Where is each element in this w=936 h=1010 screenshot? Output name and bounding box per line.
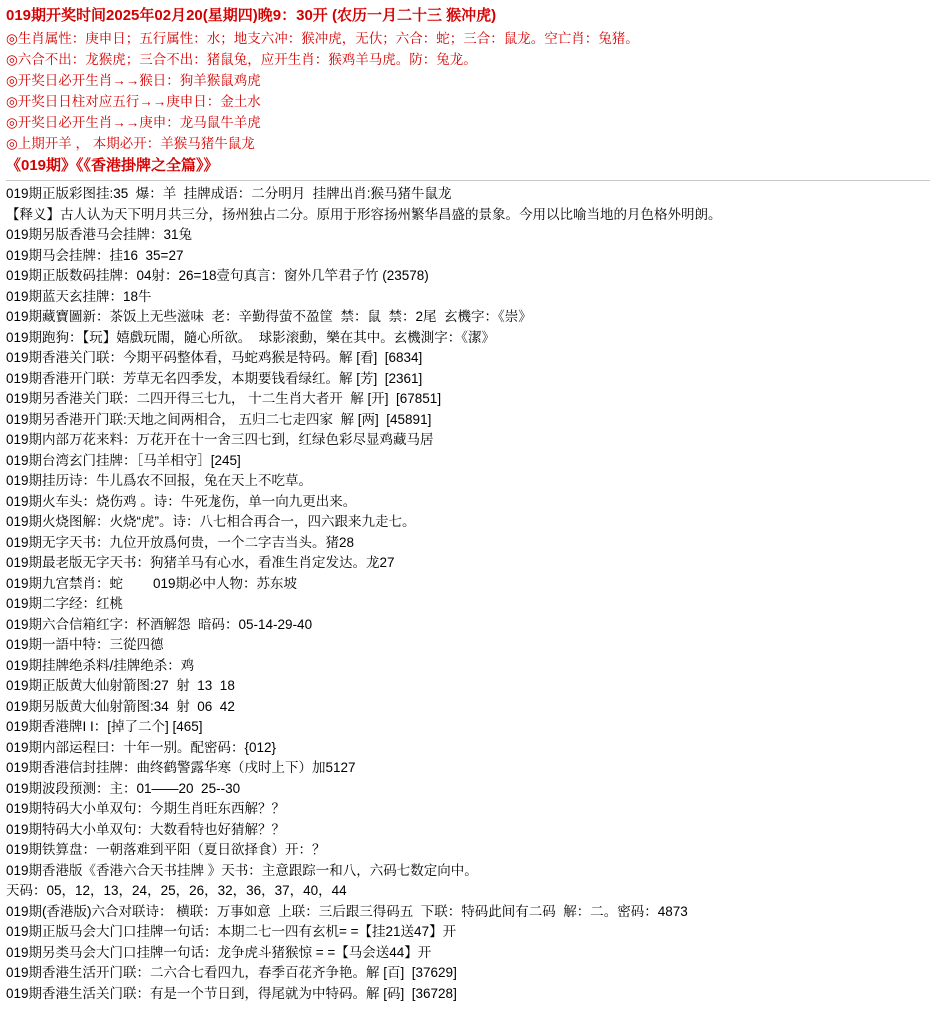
list-item: 019期内部万花来料：万花开在十一舍三四七到，红绿色彩尽显鸡藏马居	[6, 432, 434, 447]
list-item: 019期无字天书：九位开放爲何贵，一个二字吉当头。猪28	[6, 534, 355, 550]
list-item: 019期特码大小单双句：大数看特也好猜解？？	[6, 821, 286, 837]
list-item: 019期一語中特：三從四德	[6, 637, 164, 652]
list-item: 019期另类马会大门口挂牌一句话：龙争虎斗猪猴惊 = =【马会送44】开	[6, 944, 432, 960]
list-item: 019期跑狗：【玩】嬉戲玩閙，隨心所欲。 球影滚動，樂在其中。玄機測字：《潔》	[6, 329, 496, 345]
header-line-previous-period: ◎上期开羊 ， 本期必开：羊猴马猪牛鼠龙	[6, 136, 255, 151]
list-item: 019期香港版《香港六合天书挂牌 》天书：主意跟踪一和八，六码七数定向中。	[6, 862, 478, 878]
header-line-exclusions: ◎六合不出：龙猴虎；三合不出：猪鼠兔，应开生肖：猴鸡羊马虎。防：兔龙。	[6, 52, 477, 67]
list-item: 019期藏寶圖新：茶饭上无些滋味 老：辛勤得萤不盈筐 禁：鼠 禁：2尾 玄機字：《崇》	[6, 309, 532, 324]
list-item: 019期正版彩图挂:35 爆：羊 挂牌成语：二分明月 挂牌出肖:猴马猪牛鼠龙	[6, 186, 452, 201]
list-item: 019期二字经：红桃	[6, 596, 124, 611]
list-item: 019期火烧图解：火烧“虎”。诗：八七相合再合一，四六跟来九走七。	[6, 514, 416, 529]
list-item: 019期最老版无字天书：狗猪羊马有心水，看准生肖定发达。龙27	[6, 555, 395, 570]
list-item: 019期挂牌绝杀料/挂牌绝杀：鸡	[6, 657, 195, 673]
list-item: 019期正版黄大仙射箭图:27 射 13 18	[6, 678, 235, 693]
list-item: 019期香港信封挂牌：曲终鹤警露华寒（戌时上下）加5127	[6, 760, 356, 775]
header-red-lines	[6, 28, 930, 154]
list-item: 019期特码大小单双句：今期生肖旺东西解？？	[6, 801, 286, 816]
list-item: 019期(香港版)六合对联诗： 横联：万事如意 上联：三后跟三得码五 下联：特码此间有二码 解：二。密码：4873	[6, 903, 688, 919]
header-line-five-elements: ◎开奖日日柱对应五行→→庚申日：金土水	[6, 94, 261, 109]
list-item: 019期火车头：烧伤鸡 。诗：牛死尨伤，单一向九更出来。	[6, 493, 357, 509]
list-item: 【释义】古人认为天下明月共三分，扬州独占二分。原用于形容扬州繁华昌盛的景象。今用以比喻当地的月色格外明朗。	[6, 206, 722, 222]
list-item: 019期台湾玄门挂牌：［马羊相守］[245]	[6, 452, 241, 468]
content-list	[6, 184, 930, 1004]
list-item: 天码：05，12，13，24，25，26，32，36，37，40，44	[6, 883, 347, 898]
list-item: 019期波段预测：主：01——20 25--30	[6, 780, 241, 796]
page-title: 019期开奖时间2025年02月20(星期四)晚9：30开 (农历一月二十三 猴冲虎)	[6, 7, 497, 24]
divider	[6, 180, 930, 181]
list-item: 019期香港开门联：芳草无名四季发，本期要钱看绿红。解 [芳] [2361]	[6, 370, 423, 386]
list-item: 019期香港生活开门联：二六合七看四九，春季百花齐争艳。解 [百] [37629]	[6, 965, 457, 980]
list-item: 019期内部运程曰：十年一别。配密码：{012}	[6, 739, 277, 755]
list-item: 019期挂历诗：牛儿爲农不回报，兔在天上不吃草。	[6, 473, 313, 488]
list-item: 019期另版香港马会挂牌：31兔	[6, 227, 193, 242]
list-item: 019期另香港开门联:天地之间两相合， 五归二七走四家 解 [两] [45891]	[6, 411, 432, 427]
header-line-must-open-1: ◎开奖日必开生肖→→猴日：狗羊猴鼠鸡虎	[6, 73, 261, 88]
list-item: 019期另香港关门联：二四开得三七九， 十二生肖大者开 解 [开] [67851]	[6, 391, 442, 406]
header-line-must-open-2: ◎开奖日必开生肖→→庚申：龙马鼠牛羊虎	[6, 115, 261, 130]
header-line-attributes: ◎生肖属性：庚申日；五行属性：水；地支六冲：猴冲虎，无㐲；六合：蛇；三合：鼠龙。空亡肖：兔猪。	[6, 31, 639, 46]
list-item: 019期香港牌I I：[掉了二个] [465]	[6, 719, 203, 734]
list-item: 019期香港生活关门联：有是一个节日到，得尾就为中特码。解 [码] [36728]	[6, 985, 457, 1001]
list-item: 019期铁算盘：一朝落难到平阳（夏日欲择食）开：？	[6, 842, 326, 857]
list-item: 019期正版数码挂牌：04射：26=18壹句真言：窗外几竿君子竹 (23578)	[6, 268, 429, 283]
list-item: 019期九宫禁肖：蛇 019期必中人物：苏东坡	[6, 575, 298, 591]
list-item: 019期香港关门联：今期平码整体看，马蛇鸡猴是特码。解 [看] [6834]	[6, 350, 423, 365]
list-item: 019期马会挂牌：挂16 35=27	[6, 247, 184, 263]
list-item: 019期六合信箱红字：杯酒解怨 暗码：05-14-29-40	[6, 616, 313, 632]
list-item: 019期正版马会大门口挂牌一句话：本期二七一四有玄机= =【挂21送47】开	[6, 924, 457, 939]
section-title: 《019期》《《香港掛牌之全篇》》	[6, 157, 219, 174]
list-item: 019期另版黄大仙射箭图:34 射 06 42	[6, 698, 235, 714]
list-item: 019期蓝天玄挂牌：18牛	[6, 288, 152, 304]
